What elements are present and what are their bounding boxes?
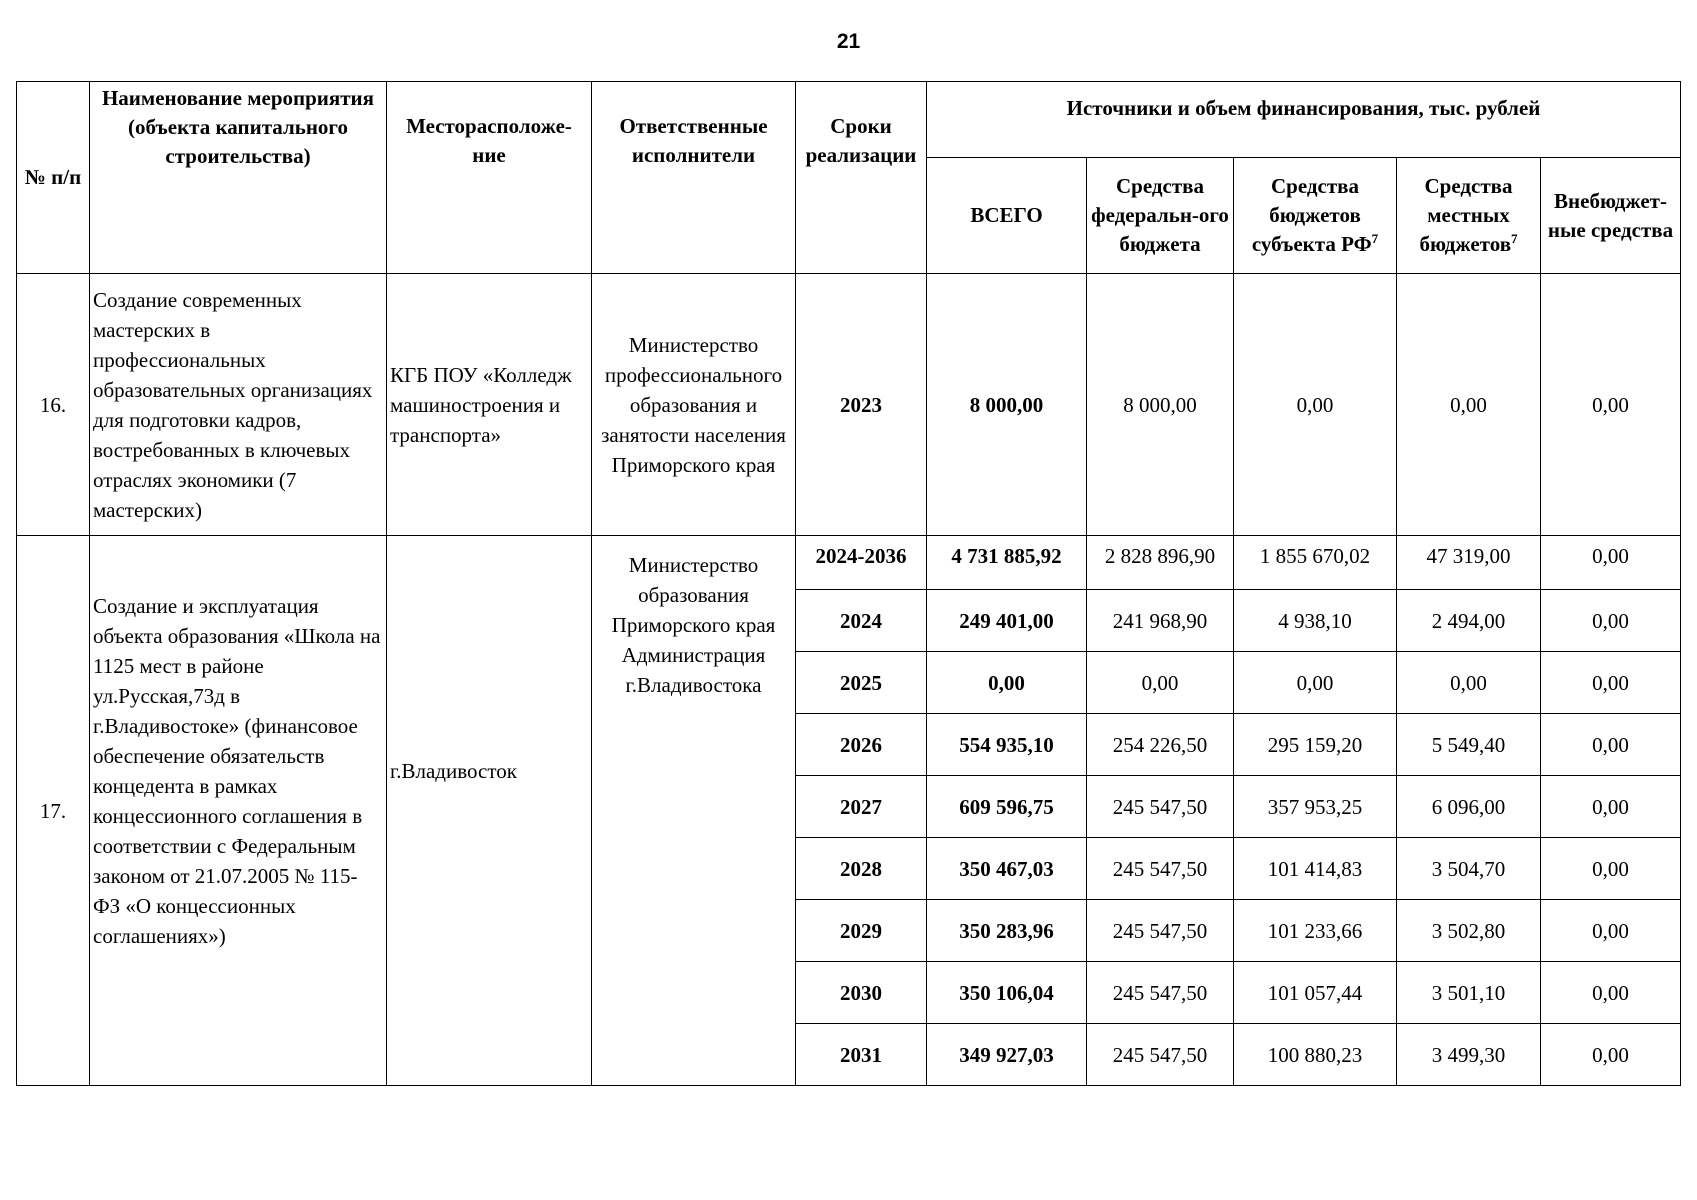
header-no: № п/п (17, 82, 90, 274)
row17-federal: 245 547,50 (1087, 1024, 1234, 1086)
row17-total: 350 106,04 (927, 962, 1087, 1024)
row17-extra: 0,00 (1541, 652, 1681, 714)
row17-federal: 245 547,50 (1087, 838, 1234, 900)
row17-local: 2 494,00 (1397, 590, 1541, 652)
row17-extra: 0,00 (1541, 714, 1681, 776)
row16-subject: 0,00 (1234, 274, 1397, 536)
row17-year: 2031 (796, 1024, 927, 1086)
row17-subject: 4 938,10 (1234, 590, 1397, 652)
row16-extra: 0,00 (1541, 274, 1681, 536)
row17-federal: 245 547,50 (1087, 900, 1234, 962)
header-local (1397, 158, 1541, 274)
row16-year: 2023 (796, 274, 927, 536)
header-total: ВСЕГО (927, 158, 1087, 274)
row17-subject: 0,00 (1234, 652, 1397, 714)
header-local-label: Средства местных бюджетов (1419, 174, 1513, 256)
row17-local: 0,00 (1397, 652, 1541, 714)
row17-federal: 0,00 (1087, 652, 1234, 714)
row16-federal: 8 000,00 (1087, 274, 1234, 536)
header-responsible: Ответственные исполнители (592, 82, 796, 274)
row17-extra: 0,00 (1541, 590, 1681, 652)
row17-year: 2026 (796, 714, 927, 776)
row17-year: 2027 (796, 776, 927, 838)
row17-total: 4 731 885,92 (927, 536, 1087, 590)
row16-location: КГБ ПОУ «Колледж машиностроения и транспорта» (387, 274, 592, 536)
header-name: Наименование мероприятия (объекта капитального строительства) (90, 82, 387, 274)
header-location: Месторасположе-ние (387, 82, 592, 274)
row17-local: 3 504,70 (1397, 838, 1541, 900)
row17-total: 249 401,00 (927, 590, 1087, 652)
row17-total: 609 596,75 (927, 776, 1087, 838)
header-terms: Сроки реализации (796, 82, 927, 274)
row16-responsible: Министерство профессионального образования и занятости населения Приморского края (592, 274, 796, 536)
row17-federal: 245 547,50 (1087, 776, 1234, 838)
row17-extra: 0,00 (1541, 900, 1681, 962)
row17-total: 554 935,10 (927, 714, 1087, 776)
page-number: 21 (836, 30, 861, 53)
row17-extra: 0,00 (1541, 962, 1681, 1024)
table-row (17, 536, 1681, 590)
row17-year: 2029 (796, 900, 927, 962)
row17-year: 2030 (796, 962, 927, 1024)
row17-year: 2024 (796, 590, 927, 652)
header-extra: Внебюджет-ные средства (1541, 158, 1681, 274)
header-federal: Средства федеральн-ого бюджета (1087, 158, 1234, 274)
row17-subject: 101 414,83 (1234, 838, 1397, 900)
row17-extra: 0,00 (1541, 1024, 1681, 1086)
row17-subject: 101 233,66 (1234, 900, 1397, 962)
row17-local: 3 502,80 (1397, 900, 1541, 962)
row16-no: 16. (17, 274, 90, 536)
row17-location: г.Владивосток (387, 536, 592, 1086)
row17-federal: 241 968,90 (1087, 590, 1234, 652)
row17-subject: 295 159,20 (1234, 714, 1397, 776)
header-subject-label: Средства бюджетов субъекта РФ (1251, 174, 1372, 256)
row17-local: 3 501,10 (1397, 962, 1541, 1024)
row17-no: 17. (17, 536, 90, 1086)
row17-local: 5 549,40 (1397, 714, 1541, 776)
row17-extra: 0,00 (1541, 838, 1681, 900)
row17-extra: 0,00 (1541, 776, 1681, 838)
row17-total: 349 927,03 (927, 1024, 1087, 1086)
row17-year: 2028 (796, 838, 927, 900)
row17-total: 350 283,96 (927, 900, 1087, 962)
row17-federal: 2 828 896,90 (1087, 536, 1234, 590)
row16-total: 8 000,00 (927, 274, 1087, 536)
row16-local: 0,00 (1397, 274, 1541, 536)
table-row (17, 274, 1681, 536)
row17-subject: 1 855 670,02 (1234, 536, 1397, 590)
row17-federal: 245 547,50 (1087, 962, 1234, 1024)
financing-table (16, 81, 1681, 1086)
row17-year: 2024-2036 (796, 536, 927, 590)
row17-name: Создание и эксплуатация объекта образования «Школа на 1125 мест в районе ул.Русская,73д в г.Владивостоке» (финансовое обеспечение обязательств концедента в рамках концессионного соглашения в соответствии с Федеральным законом от 21.07.2005 № 115-ФЗ «О концессионных соглашениях») (90, 536, 387, 1086)
row17-responsible: Министерство образования Приморского края Администрация г.Владивостока (592, 536, 796, 1086)
row17-federal: 254 226,50 (1087, 714, 1234, 776)
row17-local: 3 499,30 (1397, 1024, 1541, 1086)
row17-subject: 101 057,44 (1234, 962, 1397, 1024)
row17-total: 0,00 (927, 652, 1087, 714)
header-funding: Источники и объем финансирования, тыс. рублей (927, 82, 1681, 158)
row17-local: 47 319,00 (1397, 536, 1541, 590)
header-local-footnote: 7 (1511, 231, 1518, 246)
row17-subject: 100 880,23 (1234, 1024, 1397, 1086)
row17-local: 6 096,00 (1397, 776, 1541, 838)
row17-subject: 357 953,25 (1234, 776, 1397, 838)
row17-year: 2025 (796, 652, 927, 714)
row17-extra: 0,00 (1541, 536, 1681, 590)
header-subject (1234, 158, 1397, 274)
header-subject-footnote: 7 (1371, 231, 1379, 246)
row17-total: 350 467,03 (927, 838, 1087, 900)
row16-name: Создание современных мастерских в профессиональных образовательных организациях для подготовки кадров, востребованных в ключевых отраслях экономики (7 мастерских) (90, 274, 387, 536)
